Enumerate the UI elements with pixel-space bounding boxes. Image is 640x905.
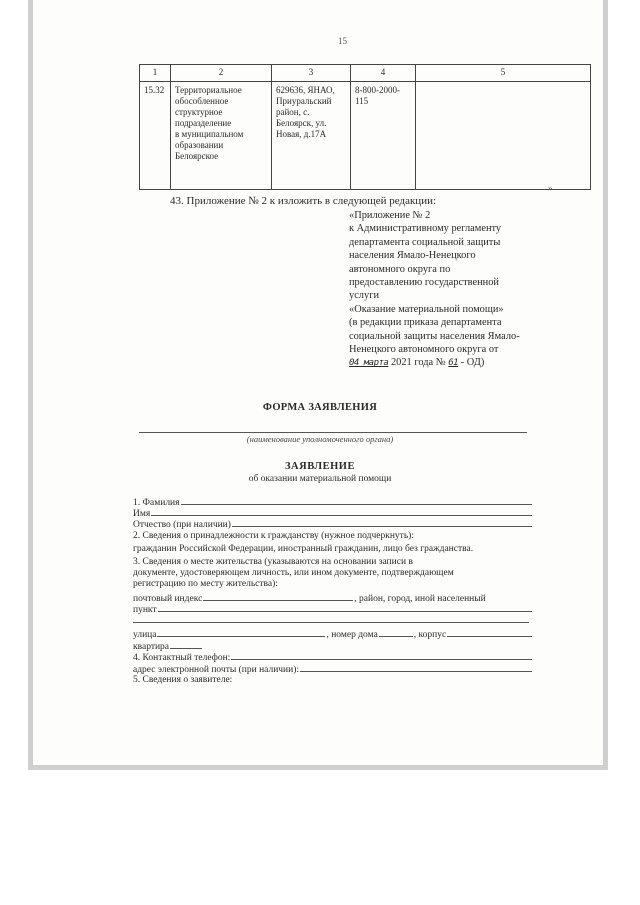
name-label: Имя <box>133 509 151 519</box>
applicant-heading: 5. Сведения о заявителе: <box>133 675 233 685</box>
table-header-cell: 2 <box>171 65 272 82</box>
residence-heading-2: документе, удостоверяющем личность, или ином документе, подтверждающем <box>133 568 454 578</box>
street-label: улица <box>133 630 157 640</box>
annex-line: социальной защиты населения Ямало- <box>349 330 520 342</box>
office-phone-line: 8-800-2000- <box>355 85 400 95</box>
organ-name-line <box>139 432 527 433</box>
settlement-label: , район, город, иной населенный <box>354 594 486 604</box>
office-extra <box>416 82 591 190</box>
settlement-extra-line <box>133 622 529 623</box>
table-header-cell: 1 <box>140 65 171 82</box>
office-address-line: Белоярск, ул. <box>276 118 327 128</box>
email-label: адрес электронной почты (при наличии): <box>133 665 300 675</box>
office-address-line: район, с. <box>276 107 310 117</box>
form-title: ФОРМА ЗАЯВЛЕНИЯ <box>262 402 378 413</box>
building-label: , корпус <box>413 630 447 640</box>
annex-line: автономного округа по <box>349 263 451 275</box>
office-name-line: в муниципальном <box>175 129 244 139</box>
page-number: 15 <box>338 36 347 46</box>
annex-line: к Административному регламенту <box>349 223 502 235</box>
office-address-line: Приуральский <box>276 96 332 106</box>
office-address-line: 629636, ЯНАО, <box>276 85 335 95</box>
settlement-line <box>158 603 532 612</box>
patronymic-label: Отчество (при наличии) <box>133 520 231 530</box>
street-line <box>157 628 325 637</box>
apartment-line <box>170 640 202 649</box>
annex-line: предоставлению государственной <box>349 277 499 289</box>
office-phone <box>351 82 416 190</box>
offices-table <box>139 64 591 190</box>
residence-heading-3: регистрацию по месту жительства): <box>133 579 278 589</box>
office-name-line: образовании <box>175 140 224 150</box>
annex-heading <box>349 209 571 371</box>
apartment-label: квартира <box>133 642 170 652</box>
handwritten-order-number: 61 <box>448 358 459 369</box>
house-line <box>379 628 413 637</box>
office-address <box>272 82 351 190</box>
patronymic-line <box>232 518 532 527</box>
surname-line <box>181 496 532 505</box>
patronymic-field <box>133 518 533 531</box>
office-name-line: подразделение <box>175 118 232 128</box>
annex-line: департамента социальной защиты <box>349 236 501 248</box>
table-header-row <box>140 65 591 82</box>
postal-index-label: почтовый индекс <box>133 594 203 604</box>
settlement-field <box>133 603 533 616</box>
email-line <box>300 663 532 672</box>
office-name <box>171 82 272 190</box>
statement-subtitle: об оказании материальной помощи <box>248 474 392 484</box>
table-header-cell: 5 <box>416 65 591 82</box>
office-name-line: Территориальное <box>175 85 242 95</box>
table-row <box>140 82 591 190</box>
annex-line: (в редакции приказа департамента <box>349 317 502 329</box>
table-header-cell: 3 <box>272 65 351 82</box>
handwritten-date: 04 марта <box>349 358 389 369</box>
building-line <box>447 628 532 637</box>
side-mark: » <box>548 183 553 193</box>
row-number: 15.32 <box>140 82 171 190</box>
name-line <box>151 507 532 516</box>
phone-label: 4. Контактный телефон: <box>133 653 231 663</box>
residence-heading: 3. Сведения о месте жительства (указываются на основании записи в <box>133 557 413 567</box>
office-phone-line: 115 <box>355 96 369 106</box>
house-label: , номер дома <box>326 630 378 640</box>
annex-date-line <box>349 356 571 370</box>
annex-suffix: - ОД) <box>460 357 485 369</box>
office-address-line: Новая, д.17А <box>276 129 327 139</box>
organ-caption: (наименование уполномоченного органа) <box>246 434 394 444</box>
phone-line <box>231 651 532 660</box>
settlement-label-2: пункт <box>133 605 157 615</box>
citizenship-heading: 2. Сведения о принадлежности к гражданству (нужное подчеркнуть): <box>133 531 414 541</box>
office-name-line: обособленное <box>175 96 229 106</box>
statement-title: ЗАЯВЛЕНИЕ <box>285 461 355 472</box>
annex-line: населения Ямало-Ненецкого <box>349 250 476 262</box>
table-header-cell: 4 <box>351 65 416 82</box>
office-name-line: Белоярское <box>175 151 219 161</box>
annex-line: услуги <box>349 290 380 302</box>
citizenship-options: гражданин Российской Федерации, иностранный гражданин, лицо без гражданства. <box>133 544 474 554</box>
postal-index-line <box>203 592 353 601</box>
annex-line: Ненецкого автономного округа от <box>349 344 499 356</box>
item-43: 43. Приложение № 2 к изложить в следующей редакции: <box>170 195 437 207</box>
annex-line: «Оказание материальной помощи» <box>349 303 504 315</box>
office-name-line: структурное <box>175 107 223 117</box>
annex-year: 2021 года № <box>390 357 446 369</box>
surname-label: 1. Фамилия <box>133 498 180 508</box>
annex-line: «Приложение № 2 <box>349 210 431 221</box>
